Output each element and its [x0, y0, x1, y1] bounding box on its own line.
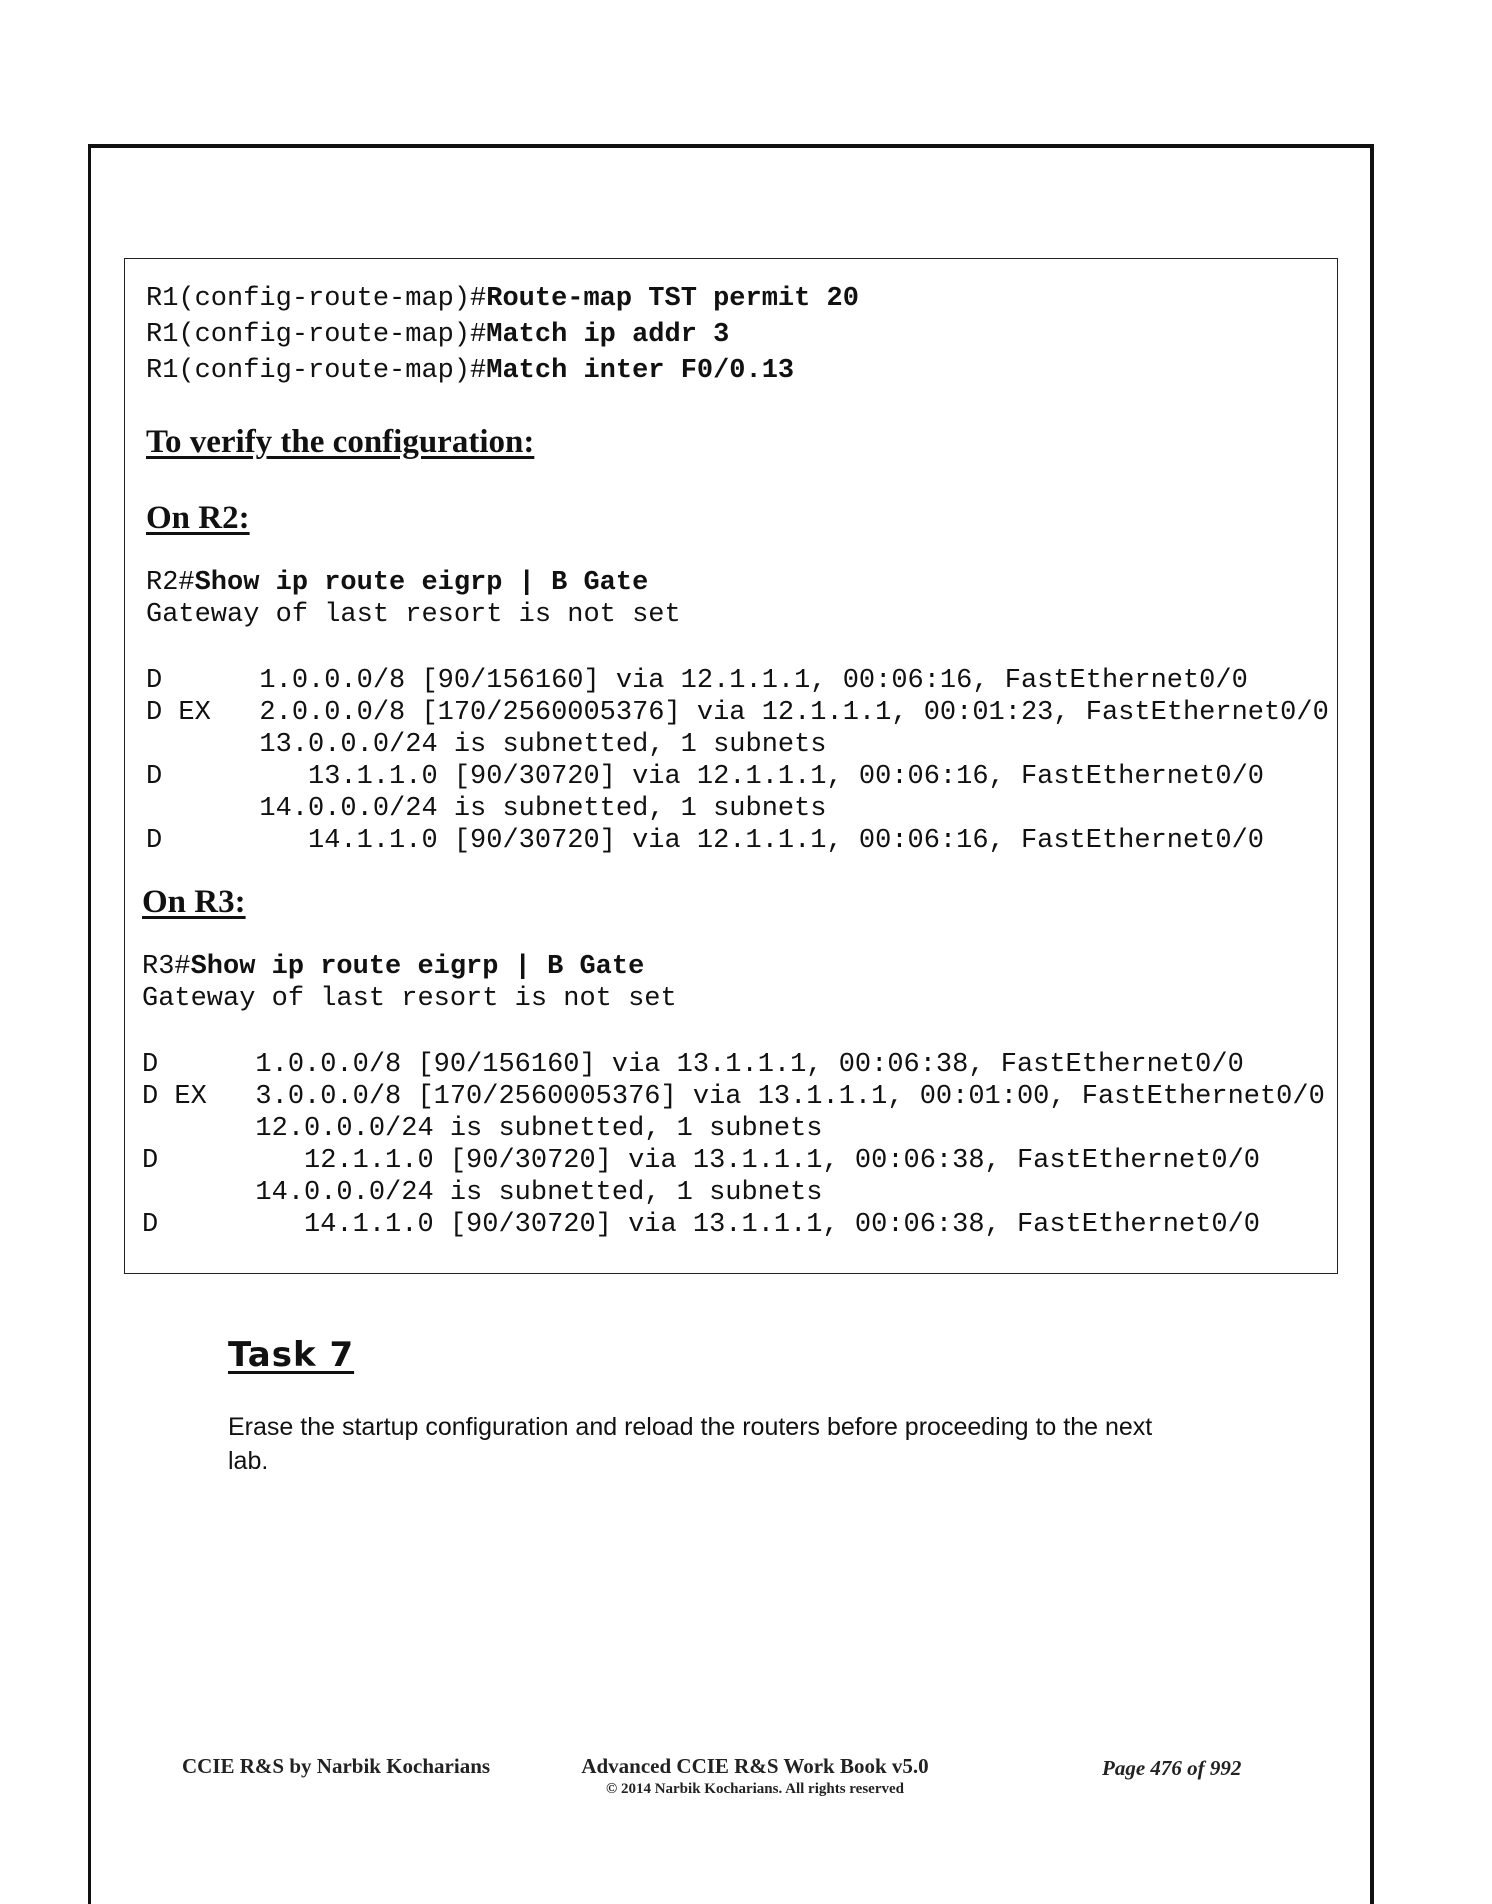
r2-output-3: D EX 2.0.0.0/8 [170/2560005376] via 12.1.1.1, 00:01:23, FastEthernet0/0: [146, 698, 1329, 728]
r3-output-5: D 12.1.1.0 [90/30720] via 13.1.1.1, 00:06:38, FastEthernet0/0: [142, 1146, 1260, 1176]
r2-output-7: D 14.1.1.0 [90/30720] via 12.1.1.1, 00:06:16, FastEthernet0/0: [146, 826, 1264, 856]
page-number: Page 476 of 992: [1102, 1756, 1242, 1780]
task-title: Task 7: [228, 1335, 355, 1375]
r3-output-7: D 14.1.1.0 [90/30720] via 13.1.1.1, 00:06:38, FastEthernet0/0: [142, 1210, 1260, 1240]
r3-output-4: 12.0.0.0/24 is subnetted, 1 subnets: [142, 1114, 823, 1144]
task-body: Erase the startup configuration and reload the routers before proceeding to the next lab.: [228, 1413, 1153, 1475]
r3-output-6: 14.0.0.0/24 is subnetted, 1 subnets: [142, 1178, 823, 1208]
r3-output-2: D 1.0.0.0/8 [90/156160] via 13.1.1.1, 00:06:38, FastEthernet0/0: [142, 1050, 1244, 1080]
footer-book-title: Advanced CCIE R&S Work Book v5.0: [581, 1754, 929, 1778]
r2-output-0: Gateway of last resort is not set: [146, 600, 681, 630]
r3-command: R3#Show ip route eigrp | B Gate: [142, 952, 645, 982]
r3-output-3: D EX 3.0.0.0/8 [170/2560005376] via 13.1.1.1, 00:01:00, FastEthernet0/0: [142, 1082, 1325, 1112]
r2-output-5: D 13.1.1.0 [90/30720] via 12.1.1.1, 00:06:16, FastEthernet0/0: [146, 762, 1264, 792]
r3-output-0: Gateway of last resort is not set: [142, 984, 677, 1014]
config-line-1: R1(config-route-map)#Route-map TST permit 20: [146, 284, 859, 314]
footer-author: CCIE R&S by Narbik Kocharians: [182, 1754, 491, 1778]
config-line-3: R1(config-route-map)#Match inter F0/0.13: [146, 356, 795, 386]
r2-output-4: 13.0.0.0/24 is subnetted, 1 subnets: [146, 730, 827, 760]
r2-output-6: 14.0.0.0/24 is subnetted, 1 subnets: [146, 794, 827, 824]
verify-heading: To verify the configuration:: [146, 424, 535, 460]
footer-title: [565, 1754, 945, 1798]
r2-heading: On R2:: [146, 500, 250, 536]
r2-command: R2#Show ip route eigrp | B Gate: [146, 568, 649, 598]
footer-copyright: © 2014 Narbik Kocharians. All rights reserved: [605, 1781, 904, 1797]
r2-output-2: D 1.0.0.0/8 [90/156160] via 12.1.1.1, 00:06:16, FastEthernet0/0: [146, 666, 1248, 696]
r3-heading: On R3:: [142, 884, 246, 920]
config-line-2: R1(config-route-map)#Match ip addr 3: [146, 320, 730, 350]
